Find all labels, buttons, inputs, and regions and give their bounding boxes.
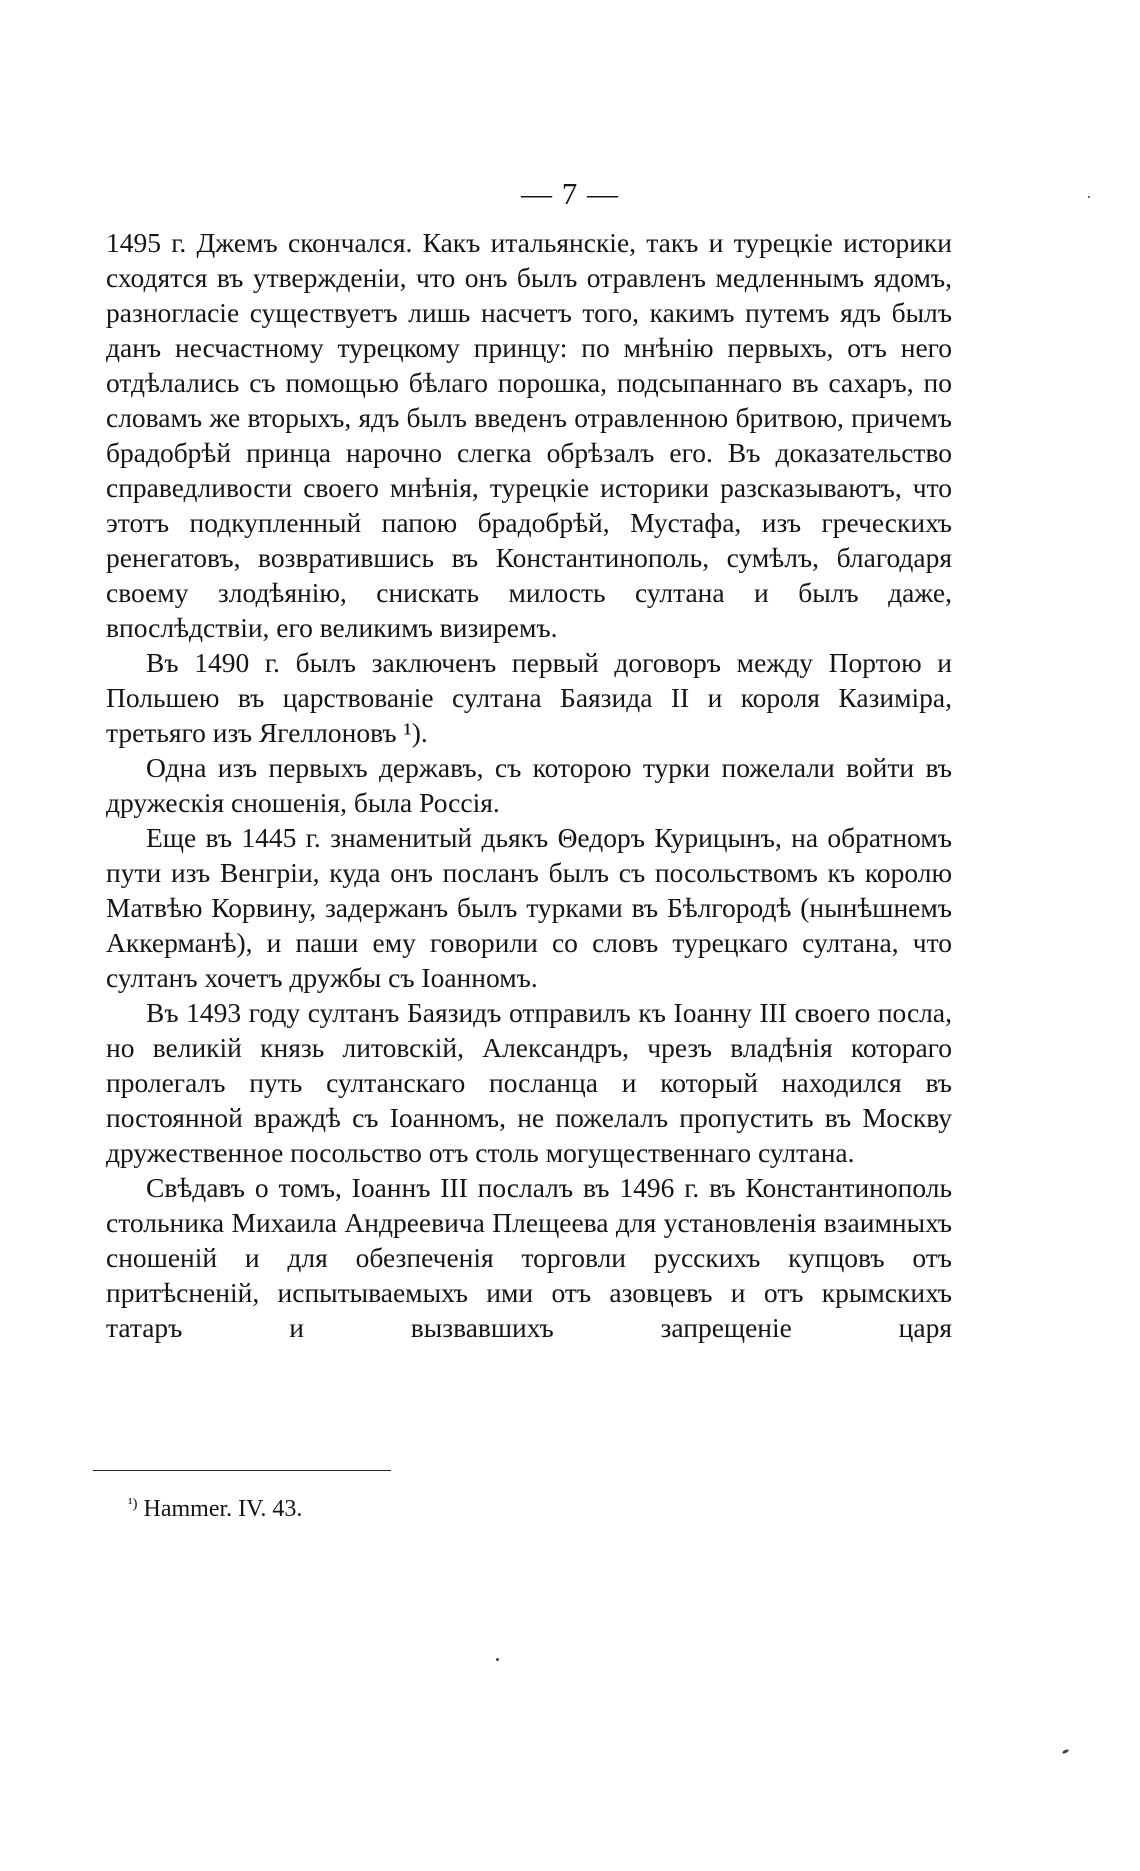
- footnote: [128, 1489, 302, 1524]
- footnote-divider: [93, 1470, 391, 1471]
- paragraph-kuritsyn-1445: Еще въ 1445 г. знаменитый дьякъ Θедоръ Курицынъ, на обратномъ пути изъ Венгріи, куда онъ посланъ былъ съ посольствомъ къ королю Матвѣю Корвину, задержанъ былъ турками въ Бѣлгородѣ (нынѣшнемъ Аккерманѣ), и паши ему говорили со словъ турецкаго султана, что султанъ хочетъ дружбы съ Іоанномъ.: [106, 822, 952, 993]
- scan-speck: [1062, 1749, 1070, 1755]
- footnote-text: Hammer. IV. 43.: [143, 1496, 303, 1522]
- paragraph-pleshcheev-1496: Свѣдавъ о томъ, Іоаннъ III послалъ въ 1496 г. въ Константинополь стольника Михаила Андреевича Плещеева для установленія взаимныхъ сношеній и для обезпеченія торговли русскихъ купцовъ отъ притѣсненій, испытываемыхъ ими отъ азовцевъ и отъ крымскихъ татаръ и вызвавшихъ запрещеніе царя: [106, 1172, 952, 1343]
- page-number: — 7 —: [521, 176, 619, 211]
- paragraph-treaty-1490: Въ 1490 г. былъ заключенъ первый договоръ между Портою и Польшею въ царствованіе султана Баязида II и короля Казиміра, третьяго изъ Ягеллоновъ ¹).: [106, 647, 952, 748]
- footnote-marker: ¹): [128, 1496, 138, 1512]
- paragraph-death-of-djem: 1495 г. Джемъ скончался. Какъ итальянскіе, такъ и турецкіе историки сходятся въ утвержденіи, что онъ былъ отравленъ медленнымъ ядомъ, разногласіе существуетъ лишь насчетъ того, какимъ путемъ ядъ былъ данъ несчастному турецкому принцу: по мнѣнію первыхъ, отъ него отдѣлались съ помощью бѣлаго порошка, подсыпаннаго въ сахаръ, по словамъ же вторыхъ, ядъ былъ введенъ отравленною бритвою, причемъ брадобрѣй принца нарочно слегка обрѣзалъ его. Въ доказательство справедливости своего мнѣнія, турецкіе историки разсказываютъ, что этотъ подкупленный папою брадобрѣй, Мустафа, изъ греческихъ ренегатовъ, возвратившись въ Константинополь, сумѣлъ, благодаря своему злодѣянію, снискать милость султана и былъ даже, впослѣдствіи, его великимъ визиремъ.: [106, 227, 952, 643]
- scan-speck: [1088, 196, 1090, 198]
- paragraph-envoy-1493: Въ 1493 году султанъ Баязидъ отправилъ къ Іоанну III своего посла, но великій князь литовскій, Александръ, чрезъ владѣнія котораго пролегалъ путь султанскаго посланца и который находился въ постоянной враждѣ съ Іоанномъ, не пожелалъ пропустить въ Москву дружественное посольство отъ столь могущественнаго султана.: [106, 997, 952, 1168]
- body-text: [106, 225, 952, 1345]
- scan-speck: [496, 1658, 499, 1661]
- paragraph-russia-relations: Одна изъ первыхъ державъ, съ которою турки пожелали войти въ дружескія сношенія, была Россія.: [106, 752, 952, 818]
